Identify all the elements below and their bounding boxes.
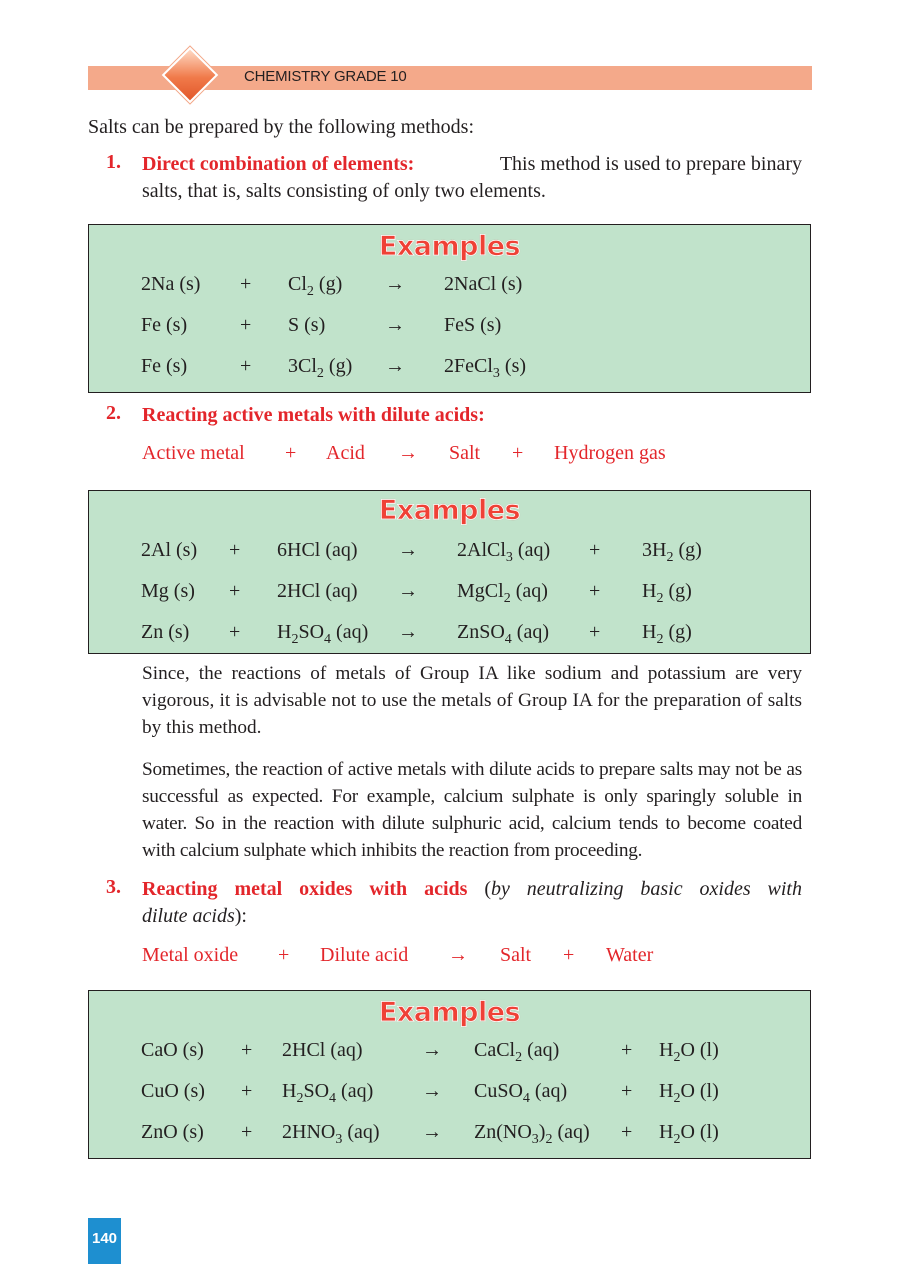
- reactant-metal: [141, 539, 197, 562]
- product: [444, 355, 527, 381]
- formula-text: H: [642, 621, 657, 643]
- product-gas: [642, 621, 692, 647]
- subscript: 4: [324, 632, 332, 647]
- reaction-arrow: [422, 1039, 442, 1062]
- formula-text: +: [621, 1039, 633, 1061]
- formula-text: O (l): [680, 1080, 719, 1102]
- formula-text: 3H: [642, 539, 667, 561]
- formula-text: +: [229, 539, 241, 561]
- formula-text: (g): [663, 621, 692, 643]
- formula-text: →: [398, 621, 418, 643]
- general-equation-term: [606, 944, 653, 967]
- plus-sign: [229, 621, 240, 644]
- reactant-acid: [282, 1039, 363, 1062]
- formula-text: (aq): [342, 1121, 380, 1143]
- formula-text: →: [385, 355, 405, 377]
- examples-title: Examples: [378, 231, 521, 262]
- reactant-2: [288, 314, 325, 337]
- formula-text: +: [512, 442, 524, 464]
- formula-text: Active metal: [142, 442, 245, 464]
- formula-text: Zn(NO: [474, 1121, 532, 1143]
- reactant-1: [141, 314, 187, 337]
- formula-text: +: [240, 273, 252, 295]
- general-equation-term: [449, 442, 480, 465]
- formula-text: Mg (s): [141, 580, 195, 602]
- formula-text: (g): [673, 539, 702, 561]
- formula-text: SO: [303, 1080, 330, 1102]
- reaction-arrow: [385, 355, 405, 378]
- formula-text: 2Na (s): [141, 273, 201, 295]
- plus-sign: [621, 1080, 632, 1103]
- formula-text: →: [422, 1039, 442, 1061]
- plus-sign: [589, 621, 600, 644]
- formula-text: (s): [499, 355, 527, 377]
- subscript: 2: [296, 1091, 304, 1106]
- general-equation-term: [285, 442, 296, 465]
- formula-text: →: [398, 442, 418, 464]
- header-diamond-ornament: [162, 47, 219, 104]
- formula-text: →: [398, 580, 418, 602]
- product-salt: [457, 621, 549, 647]
- general-equation-term: [563, 944, 574, 967]
- general-equation-term: [448, 944, 468, 967]
- method-2-number: 2.: [106, 402, 121, 424]
- examples-box-3: [88, 990, 811, 1159]
- subscript: 3: [335, 1132, 343, 1147]
- formula-text: +: [285, 442, 297, 464]
- product-salt: [457, 580, 548, 606]
- formula-text: Water: [606, 944, 654, 966]
- reaction-arrow: [385, 314, 405, 337]
- product-salt: [474, 1080, 568, 1106]
- formula-text: H: [282, 1080, 297, 1102]
- formula-text: (aq): [510, 580, 548, 602]
- formula-text: S (s): [288, 314, 326, 336]
- formula-text: 6HCl (aq): [277, 539, 358, 561]
- plus-sign: [229, 580, 240, 603]
- reactant-metal: [141, 580, 195, 603]
- subscript: 2: [673, 1050, 681, 1065]
- product-salt: [474, 1039, 560, 1065]
- product-water: [659, 1039, 719, 1065]
- formula-text: +: [589, 621, 601, 643]
- formula-text: +: [240, 314, 252, 336]
- formula-text: +: [241, 1121, 253, 1143]
- general-equation-term: [554, 442, 666, 465]
- reactant-oxide: [141, 1121, 204, 1144]
- method-2-heading: Reacting active metals with dilute acids:: [142, 404, 485, 426]
- formula-text: O (l): [680, 1039, 719, 1061]
- reactant-1: [141, 355, 187, 378]
- subscript: 2: [673, 1091, 681, 1106]
- product-salt: [457, 539, 551, 565]
- method-3-line2: [142, 903, 247, 930]
- formula-text: +: [621, 1080, 633, 1102]
- formula-text: ZnO (s): [141, 1121, 204, 1143]
- method-3-paren-close: ):: [234, 905, 247, 927]
- method-1-text: This method is used to prepare binary: [499, 153, 802, 175]
- subscript: 4: [329, 1091, 337, 1106]
- product: [444, 273, 522, 296]
- formula-text: +: [229, 621, 241, 643]
- formula-text: SO: [298, 621, 325, 643]
- product-gas: [642, 580, 692, 606]
- reactant-acid: [277, 539, 358, 562]
- formula-text: (aq): [522, 1039, 560, 1061]
- reactant-metal: [141, 621, 189, 644]
- formula-text: →: [448, 944, 468, 966]
- subscript: 4: [504, 632, 512, 647]
- method-1-heading: Direct combination of elements:: [142, 153, 415, 175]
- method-1-line2: salts, that is, salts consisting of only two elements.: [142, 180, 546, 202]
- general-equation-term: [278, 944, 289, 967]
- product-salt: [474, 1121, 590, 1147]
- reactant-2: [288, 273, 343, 299]
- general-equation-term: [320, 944, 408, 967]
- method-3-heading: Reacting metal oxides with acids: [142, 878, 468, 900]
- subscript: 2: [673, 1132, 681, 1147]
- plus-sign: [589, 580, 600, 603]
- formula-text: Dilute acid: [320, 944, 409, 966]
- formula-text: 2Al (s): [141, 539, 198, 561]
- subscript: 2: [316, 366, 324, 381]
- formula-text: →: [385, 314, 405, 336]
- formula-text: H: [659, 1080, 674, 1102]
- running-header-title: CHEMISTRY GRADE 10: [244, 68, 407, 85]
- formula-text: →: [422, 1080, 442, 1102]
- formula-text: 2HCl (aq): [277, 580, 358, 602]
- formula-text: CuSO: [474, 1080, 523, 1102]
- subscript: 2: [656, 632, 664, 647]
- formula-text: 3Cl: [288, 355, 317, 377]
- general-equation-term: [500, 944, 531, 967]
- plus-sign: [240, 273, 251, 296]
- formula-text: Hydrogen gas: [554, 442, 666, 464]
- formula-text: +: [278, 944, 290, 966]
- product-gas: [642, 539, 702, 565]
- formula-text: +: [229, 580, 241, 602]
- formula-text: Fe (s): [141, 355, 188, 377]
- examples-box-1: [88, 224, 811, 393]
- paragraph-group-ia: Since, the reactions of metals of Group IA like sodium and potassium are very vigorous, it is advisable not to use the metals of Group IA for the preparation of salts by this method.: [142, 663, 802, 738]
- formula-text: +: [589, 580, 601, 602]
- method-3-line1: [142, 876, 802, 903]
- formula-text: 2FeCl: [444, 355, 493, 377]
- formula-text: FeS (s): [444, 314, 502, 336]
- method-1-line1: [142, 151, 802, 178]
- reaction-arrow: [422, 1080, 442, 1103]
- formula-text: H: [659, 1121, 674, 1143]
- reaction-arrow: [398, 621, 418, 644]
- page-number: 140: [88, 1218, 121, 1264]
- formula-text: +: [621, 1121, 633, 1143]
- subscript: 3: [531, 1132, 539, 1147]
- formula-text: 2NaCl (s): [444, 273, 523, 295]
- examples-title: Examples: [378, 997, 521, 1028]
- subscript: 3: [505, 550, 513, 565]
- method-3-italic-line1: by neutralizing basic oxides with: [491, 878, 802, 900]
- reaction-arrow: [398, 539, 418, 562]
- formula-text: H: [277, 621, 292, 643]
- reactant-2: [288, 355, 353, 381]
- formula-text: Cl: [288, 273, 307, 295]
- formula-text: ZnSO: [457, 621, 505, 643]
- formula-text: CaCl: [474, 1039, 516, 1061]
- formula-text: (aq): [511, 621, 549, 643]
- formula-text: (aq): [512, 539, 551, 561]
- formula-text: CuO (s): [141, 1080, 205, 1102]
- method-3-number: 3.: [106, 876, 121, 898]
- formula-text: ): [538, 1121, 546, 1143]
- formula-text: MgCl: [457, 580, 504, 602]
- formula-text: (g): [313, 273, 343, 295]
- product-water: [659, 1080, 719, 1106]
- formula-text: Fe (s): [141, 314, 188, 336]
- formula-text: →: [398, 539, 418, 561]
- plus-sign: [241, 1039, 252, 1062]
- formula-text: (g): [663, 580, 692, 602]
- subscript: 2: [656, 591, 664, 606]
- formula-text: Salt: [449, 442, 481, 464]
- examples-box-2: [88, 490, 811, 654]
- formula-text: Acid: [326, 442, 365, 464]
- formula-text: →: [422, 1121, 442, 1143]
- method-3-italic-line2: dilute acids: [142, 905, 235, 927]
- formula-text: 2HNO: [282, 1121, 336, 1143]
- formula-text: 2AlCl: [457, 539, 506, 561]
- subscript: 2: [291, 632, 299, 647]
- formula-text: Metal oxide: [142, 944, 239, 966]
- reactant-acid: [277, 621, 369, 647]
- subscript: 4: [522, 1091, 530, 1106]
- subscript: 2: [545, 1132, 553, 1147]
- plus-sign: [589, 539, 600, 562]
- formula-text: H: [642, 580, 657, 602]
- examples-title: Examples: [378, 495, 521, 526]
- reaction-arrow: [398, 580, 418, 603]
- formula-text: (aq): [336, 1080, 374, 1102]
- intro-text: Salts can be prepared by the following methods:: [88, 116, 475, 138]
- paragraph-calcium-sulphate: Sometimes, the reaction of active metals with dilute acids to prepare salts may not be as successful as expected. For example, calcium sulphate is only sparingly soluble in water. So in the reaction with dilute sulphuric acid, calcium tends to become coated with calcium sulphate which inhibits the reaction from proceeding.: [142, 759, 802, 861]
- general-equation-term: [142, 442, 245, 465]
- reactant-oxide: [141, 1080, 205, 1103]
- plus-sign: [241, 1080, 252, 1103]
- formula-text: CaO (s): [141, 1039, 204, 1061]
- reaction-arrow: [422, 1121, 442, 1144]
- subscript: 2: [306, 284, 314, 299]
- reaction-arrow: [385, 273, 405, 296]
- formula-text: Salt: [500, 944, 532, 966]
- formula-text: +: [241, 1080, 253, 1102]
- reactant-acid: [282, 1080, 374, 1106]
- reactant-1: [141, 273, 200, 296]
- general-equation-term: [326, 442, 365, 465]
- subscript: 2: [503, 591, 511, 606]
- method-1-number: 1.: [106, 151, 121, 173]
- product: [444, 314, 501, 337]
- formula-text: +: [563, 944, 575, 966]
- formula-text: (aq): [529, 1080, 568, 1102]
- reactant-acid: [277, 580, 358, 603]
- formula-text: 2HCl (aq): [282, 1039, 363, 1061]
- general-equation-term: [512, 442, 523, 465]
- plus-sign: [621, 1121, 632, 1144]
- subscript: 2: [666, 550, 674, 565]
- formula-text: Zn (s): [141, 621, 190, 643]
- subscript: 2: [515, 1050, 523, 1065]
- reactant-acid: [282, 1121, 380, 1147]
- method-3-paren-open: (: [484, 878, 492, 900]
- reactant-oxide: [141, 1039, 204, 1062]
- formula-text: H: [659, 1039, 674, 1061]
- product-water: [659, 1121, 719, 1147]
- formula-text: +: [241, 1039, 253, 1061]
- subscript: 3: [492, 366, 500, 381]
- general-equation-term: [398, 442, 418, 465]
- plus-sign: [240, 314, 251, 337]
- formula-text: →: [385, 273, 405, 295]
- formula-text: +: [240, 355, 252, 377]
- plus-sign: [241, 1121, 252, 1144]
- formula-text: (g): [323, 355, 353, 377]
- plus-sign: [621, 1039, 632, 1062]
- general-equation-term: [142, 944, 238, 967]
- plus-sign: [229, 539, 240, 562]
- formula-text: (aq): [552, 1121, 590, 1143]
- formula-text: (aq): [331, 621, 369, 643]
- plus-sign: [240, 355, 251, 378]
- formula-text: +: [589, 539, 601, 561]
- formula-text: O (l): [680, 1121, 719, 1143]
